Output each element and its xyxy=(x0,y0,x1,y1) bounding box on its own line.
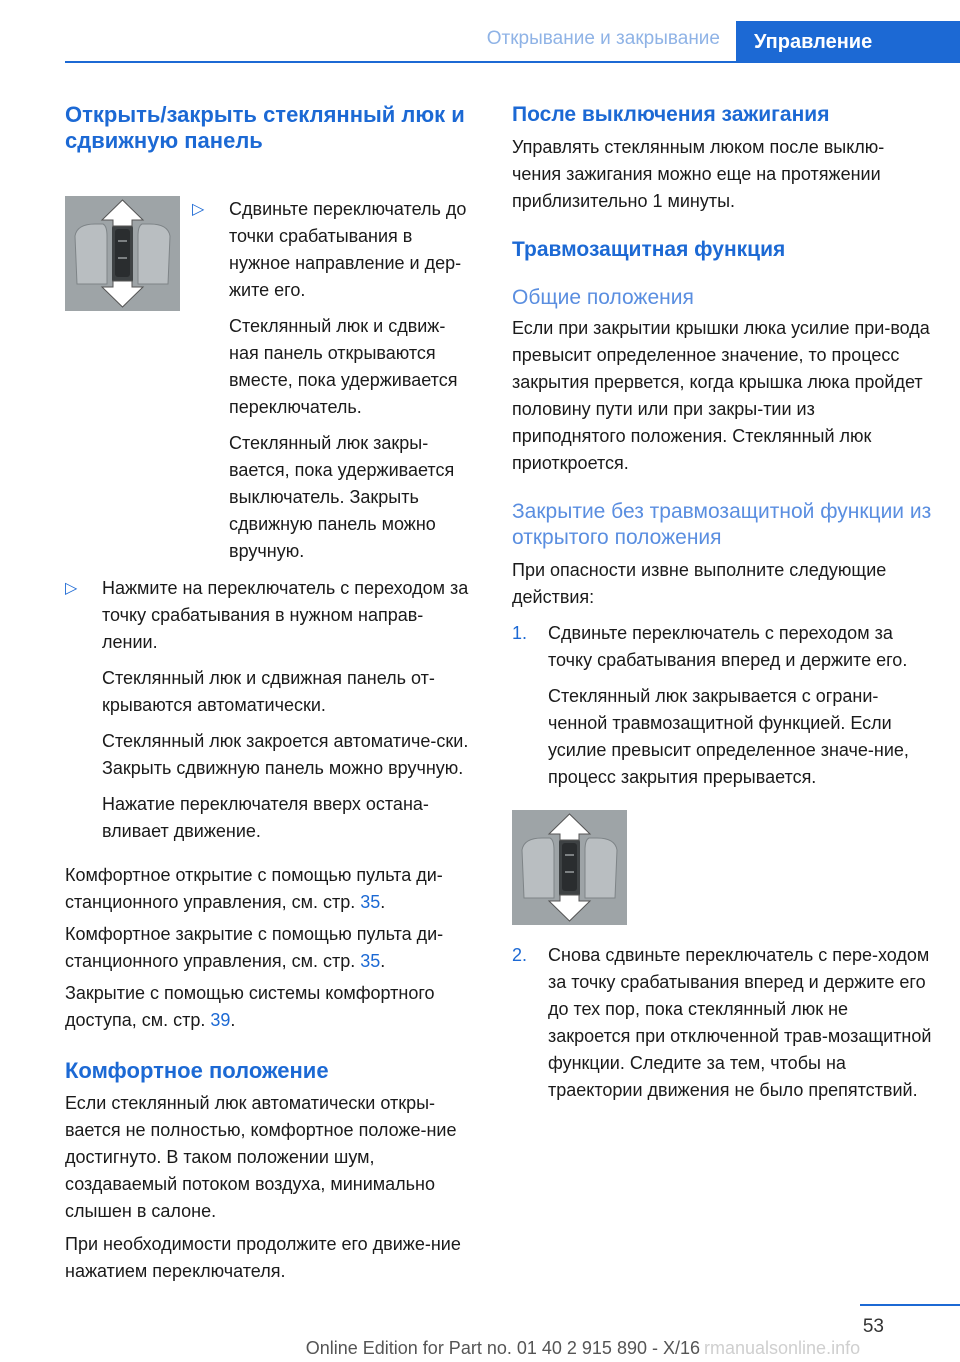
heading-comfort-position: Комфортное положение xyxy=(65,1058,329,1083)
header-chapter-tab[interactable]: Управление xyxy=(736,21,960,63)
step-number: 1. xyxy=(512,623,528,643)
heading-open-close: Открыть/закрыть стеклянный люк и сдвижную панель xyxy=(65,102,465,153)
list-item xyxy=(192,196,475,565)
triangle-bullet-icon: ▷ xyxy=(65,580,78,597)
triangle-bullet-icon: ▷ xyxy=(192,201,205,218)
page-link-35[interactable]: 35 xyxy=(360,951,381,971)
item2-text3: Стеклянный люк закроется автоматиче-ски. Закрыть сдвижную панель можно вручную. xyxy=(102,731,469,778)
ref-comfort-access: Закрытие с помощью системы комфортного доступа, см. стр. 39. xyxy=(65,983,435,1030)
step1-text1: Сдвиньте переключатель с переходом за точку срабатывания вперед и держите его. xyxy=(548,623,908,670)
ref-remote-close: Комфортное закрытие с помощью пульта ди-станционного управления, см. стр. 35. xyxy=(65,924,444,971)
item1-text2: Стеклянный люк и сдвиж-ная панель открываются вместе, пока удерживается переключатель. xyxy=(229,316,458,417)
heading-close-without-protection: Закрытие без травмозащитной функции из открытого положения xyxy=(512,500,932,549)
heading-after-ignition: После выключения зажигания xyxy=(512,103,830,126)
item2-text4: Нажатие переключателя вверх остана-вливает движение. xyxy=(102,794,429,841)
page-link-39[interactable]: 39 xyxy=(210,1010,231,1030)
item2-text1: Нажмите на переключатель с переходом за точку срабатывания в нужном направ-лении. xyxy=(102,578,469,652)
list-item xyxy=(512,620,932,791)
switch-instruction-block xyxy=(65,196,475,565)
page-link-35[interactable]: 35 xyxy=(360,892,381,912)
comfort-text1: Если стеклянный люк автоматически откры-вается не полностью, комфортное положе-ние достигнуто. В таком положении шум, создаваемый потоком воздуха, минимально слышен в салоне. xyxy=(65,1093,457,1221)
item2-text2: Стеклянный люк и сдвижная панель от-крываются автоматически. xyxy=(102,668,435,715)
item1-text1: Сдвиньте переключатель до точки срабатывания в нужное направление и дер-жите его. xyxy=(229,199,467,300)
ref-text: Комфортное открытие с помощью пульта ди-станционного управления, см. стр. xyxy=(65,865,443,912)
list-item xyxy=(512,942,932,1104)
step1-text2: Стеклянный люк закрывается с ограни-ченной травмозащитной функцией. Если усилие превысит определенное значе-ние, процесс закрытия прерывается. xyxy=(548,686,909,787)
heading-pinch-protection: Травмозащитная функция xyxy=(512,238,786,261)
ref-text: Закрытие с помощью системы комфортного доступа, см. стр. xyxy=(65,983,435,1030)
ref-text: Комфортное закрытие с помощью пульта ди-станционного управления, см. стр. xyxy=(65,924,444,971)
danger-text: При опасности извне выполните следующие действия: xyxy=(512,560,887,607)
edition-text: Online Edition for Part no. 01 40 2 915 890 - X/16 xyxy=(305,1338,700,1358)
item1-text3: Стеклянный люк закры-вается, пока удерживается выключатель. Закрыть сдвижную панель можно вручную. xyxy=(229,433,455,561)
footer-divider xyxy=(860,1304,960,1306)
bullet-list-1 xyxy=(180,196,475,565)
roof-switch-image xyxy=(512,810,627,925)
heading-general: Общие положения xyxy=(512,286,694,309)
step-number: 2. xyxy=(512,945,528,965)
watermark: rmanualsonline.info xyxy=(704,1338,861,1358)
general-text: Если при закрытии крышки люка усилие при-вода превысит определенное значение, то процесс закрытия прервется, когда крышка люка пройдет половину пути или при закры-тии из приподнятого положения. Стеклянный люк приоткроется. xyxy=(512,318,930,473)
left-column xyxy=(65,102,475,1285)
header-divider xyxy=(65,61,960,63)
header-section-title: Открывание и закрывание xyxy=(486,28,720,49)
ref-remote-open: Комфортное открытие с помощью пульта ди-станционного управления, см. стр. 35. xyxy=(65,865,443,912)
roof-switch-image xyxy=(65,196,180,311)
list-item xyxy=(65,575,475,845)
page-number: 53 xyxy=(862,1316,884,1337)
after-ignition-text: Управлять стеклянным люком после выклю-чения зажигания можно еще на протяжении приблизительно 1 минуты. xyxy=(512,137,885,211)
right-column xyxy=(512,102,932,1104)
comfort-text2: При необходимости продолжите его движе-ние нажатием переключателя. xyxy=(65,1234,461,1281)
step2-text1: Снова сдвиньте переключатель с пере-ходом за точку срабатывания вперед и держите его до тех пор, пока стеклянный люк не закроется при отключенной трав-мозащитной функции. Следите за тем, чтобы на траектории движения не было препятствий. xyxy=(548,945,932,1100)
